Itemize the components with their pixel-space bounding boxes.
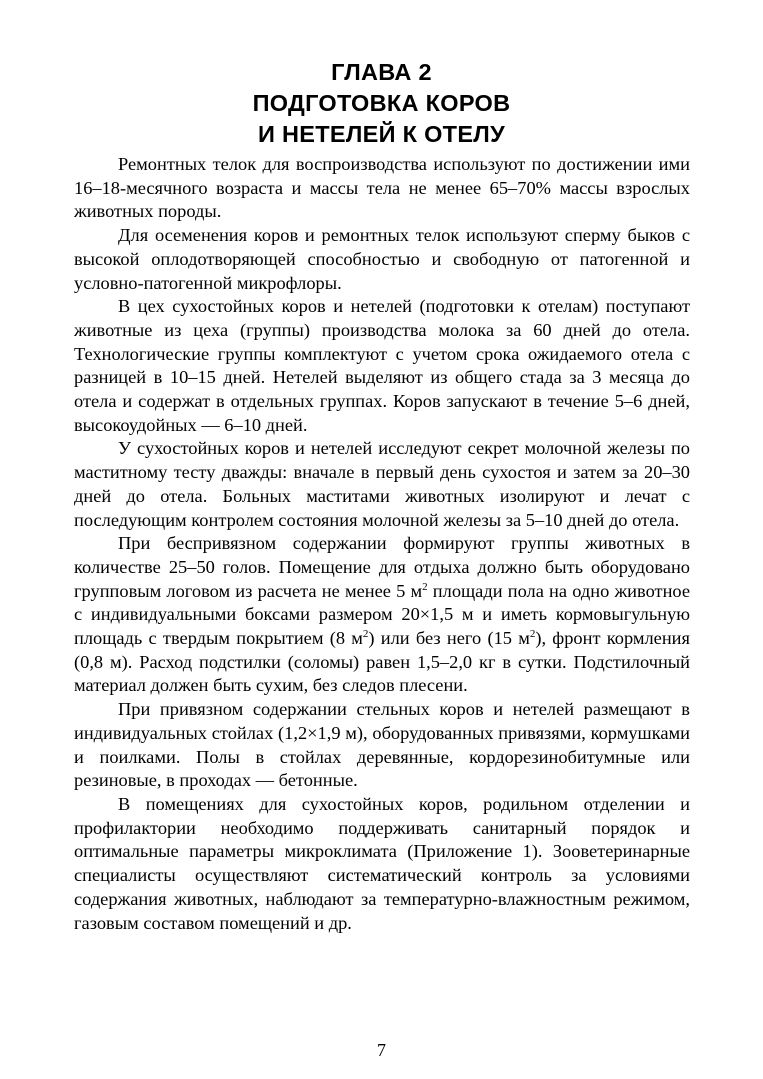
paragraph-4: У сухостойных коров и нетелей исследуют секрет молочной железы по маститному тесту дважды: вначале в первый день сухостоя и затем за 20–30 дней до отела. Больных маститами животных изолируют и лечат с последующим контролем состояния молочной железы за 5–10 дней до отела.	[74, 438, 690, 530]
paragraph-2: Для осеменения коров и ремонтных телок используют сперму быков с высокой оплодотворяющей способностью и свободную от патогенной и условно-патогенной микрофлоры.	[74, 225, 690, 293]
superscript-square-2: 2	[362, 628, 369, 641]
superscript-square-3: 2	[529, 628, 536, 641]
body-text	[74, 153, 690, 935]
paragraph-7: В помещениях для сухостойных коров, родильном отделении и профилактории необходимо поддерживать санитарный порядок и оптимальные параметры микроклимата (Приложение 1). Зооветеринарные специалисты осуществляют систематический контроль за условиями содержания животных, наблюдают за температурно-влажностным режимом, газовым составом помещений и др.	[74, 793, 690, 933]
paragraph-3: В цех сухостойных коров и нетелей (подготовки к отелам) поступают животные из цеха (группы) производства молока за 60 дней до отела. Технологические группы комплектуют с учетом срока ожидаемого отела с разницей в 10–15 дней. Нетелей выделяют из общего стада за 3 месяца до отела и содержат в отдельных группах. Коров запускают в течение 5–6 дней, высокоудойных — 6–10 дней.	[74, 296, 690, 435]
paragraph-5-part-3: ) или без него (15 м	[368, 628, 530, 649]
paragraph-5-part-2: площади пола на одно животное с индивидуальными боксами размером 20×1,5 м и иметь кормовыгульную площадь с твердым покрытием (8 м	[74, 580, 690, 649]
chapter-heading	[0, 57, 763, 150]
paragraph-1: Ремонтных телок для воспроизводства используют по достижении ими 16–18-месячного возраста и массы тела не менее 65–70% массы взрослых животных породы.	[74, 154, 690, 222]
chapter-number: ГЛАВА 2	[331, 59, 432, 85]
paragraph-6: При привязном содержании стельных коров и нетелей размещают в индивидуальных стойлах (1,2×1,9 м), оборудованных привязями, кормушками и поилками. Полы в стойлах деревянные, кордорезинобитумные или резиновые, в проходах — бетонные.	[74, 699, 690, 791]
superscript-square-1: 2	[422, 580, 428, 593]
paragraph-5	[74, 532, 690, 698]
page-number: 7	[377, 1040, 386, 1060]
chapter-title-line-2: И НЕТЕЛЕЙ К ОТЕЛУ	[257, 121, 506, 147]
chapter-title-line-1: ПОДГОТОВКА КОРОВ	[252, 90, 511, 116]
paragraph-5-part-1: При беспривязном содержании формируют группы животных в количестве 25–50 голов. Помещение для отдыха должно быть оборудовано групповым логовом из расчета не менее 5 м	[74, 533, 690, 601]
paragraph-5-part-4: ), фронт кормления (0,8 м). Расход подстилки (соломы) равен 1,5–2,0 кг в сутки. Подстилочный материал должен быть сухим, без следов плесени.	[74, 628, 690, 696]
